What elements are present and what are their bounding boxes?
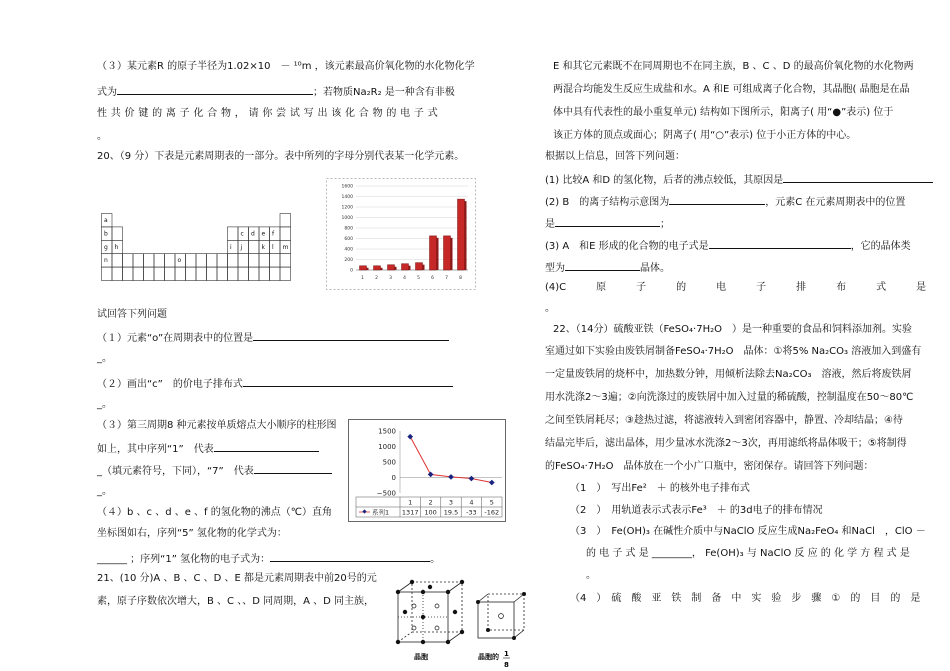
pt-cell: [217, 267, 228, 280]
pt-cell: [259, 267, 270, 280]
pt-letter: d: [251, 230, 255, 238]
pt-letter: l: [272, 243, 274, 251]
pt-cell: [228, 227, 239, 240]
q4-end: 。: [430, 554, 441, 565]
q2-blank[interactable]: [243, 375, 453, 387]
pt-letter: m: [282, 243, 289, 251]
pt-cell: [270, 254, 281, 267]
bar: [360, 266, 367, 270]
line-x-tick: 1: [408, 498, 413, 507]
pt-letter: c: [240, 230, 244, 238]
q4-text-line2: 坐标图如右，序列“5” 氢化物的化学式为：: [97, 528, 287, 539]
q2-end: _。: [97, 399, 112, 410]
pt-letter: a: [104, 217, 108, 224]
pt-cell: [144, 267, 155, 280]
q4-text-line1: （４）b 、c 、d 、e 、f 的氢化物的沸点（℃）直角: [97, 507, 332, 518]
pt-cell: [259, 254, 270, 267]
q22-line6: 结晶完毕后，滤出晶体，用少量冰水洗涤2～3次，再用滤纸将晶体吸干；⑤将制得: [545, 438, 907, 449]
q4-text-line3: [97, 550, 440, 567]
bar: [430, 236, 437, 270]
line-y-tick: 1000: [378, 443, 396, 451]
crystal-unit-cell: [398, 582, 462, 642]
bar-x-tick: 2: [375, 276, 379, 281]
q3x-text-line2: [97, 440, 319, 457]
pt-cell: [144, 254, 155, 267]
line-table-value: 1317: [401, 508, 419, 517]
r-q2-label: (2) B 的离子结构示意图为: [545, 197, 670, 208]
r-q3: [545, 237, 911, 254]
pt-cell: [154, 254, 165, 267]
r-q2b-end: ；: [660, 219, 670, 230]
pt-cell: [196, 267, 207, 280]
r-line3: 体中具有代表性的最小重复单元) 结构如下图所示，阳离子( 用“●”表示) 位于: [553, 107, 894, 118]
pt-cell: [196, 254, 207, 267]
line-x-tick: 2: [428, 498, 433, 507]
pt-cell: [112, 227, 123, 240]
pt-cell: [133, 254, 144, 267]
bar-y-tick: 800: [344, 226, 353, 232]
bar-y-tick: 200: [344, 258, 353, 263]
pt-cell: [186, 267, 197, 280]
fraction-denominator: 8: [504, 661, 509, 669]
r-line4: 该正方体的顶点或面心；阴离子( 用“○”表示) 位于小正方体的中心。: [553, 130, 857, 141]
q4-label-series1: ______ ；序列“1” 氢化物的电子式为：: [97, 554, 271, 565]
bar-x-tick: 1: [361, 276, 365, 281]
bar: [444, 236, 451, 270]
r-q1: [545, 171, 933, 188]
line-chart-frame: [349, 420, 506, 522]
r-q1-blank[interactable]: [783, 171, 933, 183]
pt-cell: [175, 267, 186, 280]
r-q2b-blank-position[interactable]: [555, 215, 660, 227]
q22-sub3-line2: 的 电 子 式 是 ________， Fe(OH)₃ 与 NaClO 反 应 的 化 学 方 程 式 是: [586, 548, 910, 559]
pt-cell: [217, 254, 228, 267]
pt-cell: [249, 267, 260, 280]
pt-cell: [238, 267, 249, 280]
pt-cell: [207, 254, 218, 267]
line-y-tick: 0: [391, 474, 396, 482]
bar-x-tick: 7: [445, 276, 449, 281]
r-q3b-end: 晶体。: [640, 263, 670, 274]
q22-sub4: （4 ） 硫 酸 亚 铁 制 备 中 实 验 步 骤 ① 的 目 的 是: [570, 593, 921, 604]
q3x-label-series7: _（填元素符号，下同），“7” 代表: [97, 466, 254, 477]
pt-cell: [280, 214, 291, 227]
q21-text-line1: 21、(10 分)A 、B 、C 、D 、E 都是元素周期表中前20号的元: [97, 573, 377, 584]
bar-x-tick: 5: [417, 276, 421, 281]
q1-end: _。: [97, 353, 112, 364]
line-table-value: 100: [424, 508, 437, 517]
line-y-tick: −500: [376, 489, 396, 498]
pt-cell: [249, 240, 260, 253]
pt-cell: [249, 254, 260, 267]
q1-blank[interactable]: [253, 329, 449, 341]
r-line1: E 和其它元素既不在同周期也不在同主族，B 、C 、D 的最高价氧化物的水化物两: [553, 61, 914, 72]
q20-title: 20、（9 分）下表是元素周期表的一部分。表中所列的字母分别代表某一化学元素。: [97, 151, 465, 162]
fraction-numerator: 1: [504, 650, 509, 658]
pt-letter: e: [261, 230, 266, 238]
q3x-blank-series1[interactable]: [214, 440, 319, 452]
r-q3b: [545, 259, 670, 276]
pt-letter: n: [104, 257, 108, 265]
r-q4: (4)C 原 子 的 电 子 排 布 式 是: [545, 282, 927, 293]
r-q2b-label: 是: [545, 219, 555, 230]
line-x-tick: 4: [469, 498, 474, 507]
line-x-tick: 5: [489, 498, 494, 507]
q22-sub3: （3 ） Fe(OH)₃ 在碱性介质中与NaClO 反应生成Na₂FeO₄ 和NaCl ，ClO －: [570, 526, 926, 537]
q4-blank-electron-formula[interactable]: [270, 550, 430, 562]
bar-y-tick: 1200: [341, 205, 353, 211]
bar-y-tick: 1400: [341, 195, 353, 200]
q3-text-line1: （３）某元素R 的原子半径为1.02×10 － ¹⁰m ，该元素最高价氧化物的水化物化学: [97, 61, 475, 72]
q3-text-line2: [97, 83, 455, 100]
r-q4-end: 。: [545, 303, 555, 314]
line-y-tick: 1500: [378, 427, 396, 436]
periodic-table-fragment: [101, 213, 293, 282]
crystal-label-eighth: 晶胞的: [478, 653, 499, 661]
bar: [388, 265, 395, 270]
pt-cell: [165, 254, 176, 267]
q3-blank-formula[interactable]: [117, 83, 313, 95]
r-q2-blank-ion[interactable]: [669, 193, 765, 205]
cation-dots: [396, 580, 464, 644]
q22-line4: 用水洗涤2～3遍；②向洗涤过的废铁屑中加入过量的稀硫酸，控制温度在50～80℃: [545, 392, 914, 403]
q2-label: （２）画出“c” 的价电子排布式: [97, 379, 243, 390]
answer-prompt: 试回答下列问题: [97, 309, 167, 320]
bar-x-tick: 3: [389, 276, 393, 281]
pt-letter: k: [261, 243, 265, 251]
r-q3-blank-formula[interactable]: [709, 237, 851, 249]
r-q3b-label: 型为: [545, 263, 565, 274]
pt-letter: j: [240, 243, 243, 251]
pt-cell: [207, 267, 218, 280]
crystal-label-cell: 晶胞: [414, 653, 428, 661]
pt-letter: g: [104, 243, 108, 251]
pt-cell: [280, 254, 291, 267]
q22-line2: 室通过如下实验由废铁屑制备FeSO₄·7H₂O 晶体：①将5% Na₂CO₃ 溶液加入到盛有: [545, 346, 922, 357]
q3x-text-line1: （３）第三周期8 种元素按单质熔点大小顺序的柱形图: [97, 420, 337, 431]
pt-cell: [186, 254, 197, 267]
q22-line1: 22、（14分）硫酸亚铁（FeSO₄·7H₂O ）是一种重要的食品和饲料添加剂。实验: [553, 324, 912, 335]
q2-text: [97, 375, 453, 392]
q22-sub1: （1 ） 写出Fe² ＋ 的核外电子排布式: [570, 483, 750, 494]
q22-line5: 之间至铁屑耗尽；③趁热过滤，将滤液转入到密闭容器中，静置、冷却结晶；④待: [545, 415, 903, 426]
bar: [416, 263, 423, 270]
bar-x-tick: 4: [403, 276, 407, 281]
pt-cell: [112, 254, 123, 267]
q21-text-line2: 素，原子序数依次增大，B 、C 、、D 同周期，A 、D 同主族，: [97, 596, 374, 607]
pt-cell: [228, 254, 239, 267]
r-line2: 两混合均能发生反应生成盐和水。A 和E 可组成离子化合物，其晶胞( 晶胞是在晶: [553, 84, 910, 95]
q3x-blank-series7[interactable]: [254, 462, 332, 474]
r-q2-label2: ，元素C 在元素周期表中的位置: [765, 197, 906, 208]
line-table-value: -162: [484, 508, 500, 517]
pt-cell: [133, 267, 144, 280]
bar-x-tick: 8: [459, 276, 463, 281]
line-x-tick: 3: [448, 498, 454, 507]
q3-label-na2r2: ；若物质Na₂R₂ 是一种含有非极: [313, 87, 455, 98]
r-q2: [545, 193, 905, 210]
bar-y-tick: 0: [350, 268, 353, 274]
pt-cell: [270, 267, 281, 280]
q22-line3: 一定量废铁屑的烧杯中，加热数分钟，用倾析法除去Na₂CO₃ 溶液，然后将废铁屑: [545, 369, 912, 380]
pt-cell: [123, 267, 134, 280]
pt-letter: i: [230, 243, 232, 251]
r-q3-label: (3) A 和E 形成的化合物的电子式是: [545, 241, 709, 252]
line-table-value: 19.5: [443, 508, 459, 517]
pt-letter: h: [114, 243, 119, 251]
q22-sub2: （2 ） 用轨道表示式表示Fe³ ＋ 的3d电子的排布情况: [570, 505, 823, 516]
q22-sub3-end: 。: [586, 570, 596, 581]
bar-y-tick: 1600: [341, 184, 353, 190]
q3x-label-series1: 如上，其中序列“1” 代表: [97, 444, 214, 455]
pt-letter: f: [272, 230, 275, 238]
r-q2b: [545, 215, 670, 232]
pt-cell: [112, 267, 123, 280]
pt-letter: b: [104, 230, 108, 238]
bar: [402, 264, 409, 270]
r-line5: 根据以上信息，回答下列问题：: [545, 151, 685, 162]
bar: [374, 266, 381, 270]
q1-text: [97, 329, 449, 346]
bar-x-tick: 6: [431, 276, 435, 281]
bar-y-tick: 600: [344, 237, 353, 242]
q1-label: （１）元素“o”在周期表中的位置是: [97, 333, 254, 344]
q22-line7: 的FeSO₄·7H₂O 晶体放在一个小广口瓶中，密闭保存。请回答下列问题：: [545, 461, 874, 472]
pt-cell: [280, 227, 291, 240]
pt-cell: [102, 267, 113, 280]
r-q3-label2: ，它的晶体类: [850, 241, 911, 252]
r-q3b-blank-type[interactable]: [565, 259, 640, 271]
bar: [458, 199, 465, 270]
pt-cell: [238, 254, 249, 267]
q3x-end: _。: [97, 486, 112, 497]
pt-cell: [123, 254, 134, 267]
pt-cell: [228, 267, 239, 280]
boiling-point-line-chart: [348, 419, 506, 522]
line-y-tick: 500: [382, 458, 396, 467]
pt-cell: [280, 267, 291, 280]
melting-point-bar-chart: [326, 178, 476, 290]
crystal-cell-diagrams: [392, 578, 532, 671]
bar-y-tick: 400: [344, 247, 353, 253]
line-table-value: -33: [466, 508, 477, 517]
pt-letter: o: [177, 257, 182, 265]
pt-cell: [154, 267, 165, 280]
bar-y-tick: 1000: [341, 216, 353, 221]
line-legend-label: 系列1: [372, 508, 390, 517]
pt-cell: [165, 267, 176, 280]
q3x-text-line3: [97, 462, 332, 479]
q3-label-formula: 式为: [97, 87, 117, 98]
q3-text-line3: 性 共 价 键 的 离 子 化 合 物 ， 请 你 尝 试 写 出 该 化 合 物 的 电 子 式: [97, 108, 438, 119]
r-q1-label: (1) 比较A 和D 的氢化物，后者的沸点较低，其原因是: [545, 175, 784, 186]
q3-text-line4: 。: [97, 131, 107, 142]
